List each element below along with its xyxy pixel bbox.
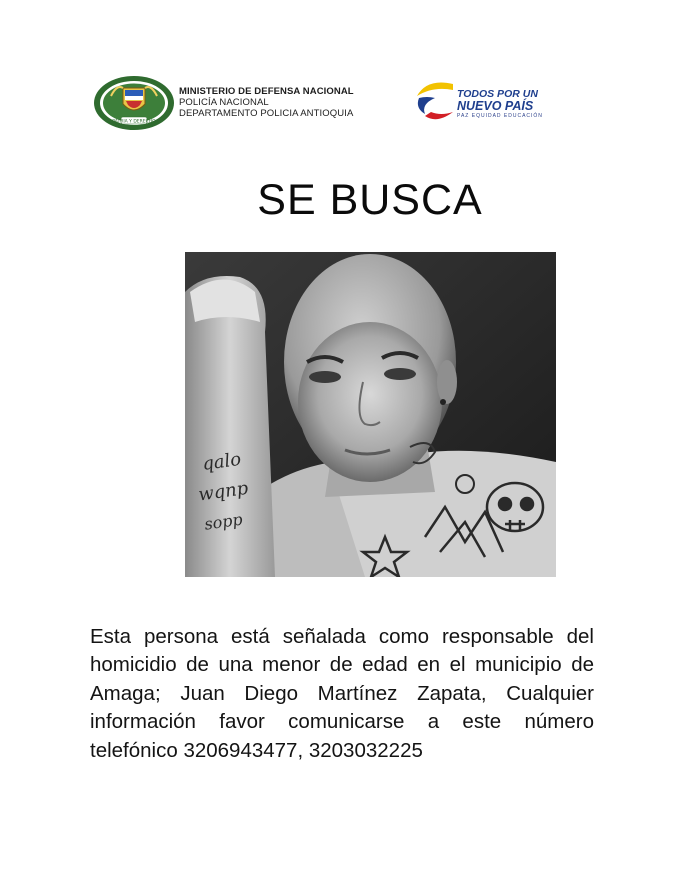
wanted-person-photo <box>185 252 556 577</box>
police-seal-icon <box>93 74 175 132</box>
page-title: SE BUSCA <box>257 176 483 224</box>
government-slogan <box>457 89 543 120</box>
description-text: Esta persona está señalada como responsable del homicidio de una menor de edad en el municipio de Amaga; Juan Diego Martínez Zapata, Cualquier información favor comunicarse a este número telefónico 3206943477, 3203032225 <box>90 625 594 762</box>
department-line: DEPARTAMENTO POLICIA ANTIOQUIA <box>179 108 354 119</box>
tricolor-swoosh-icon <box>413 78 455 122</box>
police-line: POLICÍA NACIONAL <box>179 97 269 108</box>
institution-block <box>179 86 354 119</box>
slogan-tagline: PAZ EQUIDAD EDUCACIÓN <box>457 113 543 119</box>
slogan-line-2: NUEVO PAÍS <box>457 99 534 113</box>
svg-text:qalo: qalo <box>200 448 243 476</box>
government-logo <box>413 76 563 128</box>
header <box>93 70 573 134</box>
svg-text:PATRIA Y DERECHO: PATRIA Y DERECHO <box>112 119 156 125</box>
svg-text:wqnp: wqnp <box>197 477 250 506</box>
ministry-line: MINISTERIO DE DEFENSA NACIONAL <box>179 86 354 97</box>
svg-text:sopp: sopp <box>203 509 244 534</box>
slogan-line-1: TODOS POR UN <box>457 88 538 100</box>
